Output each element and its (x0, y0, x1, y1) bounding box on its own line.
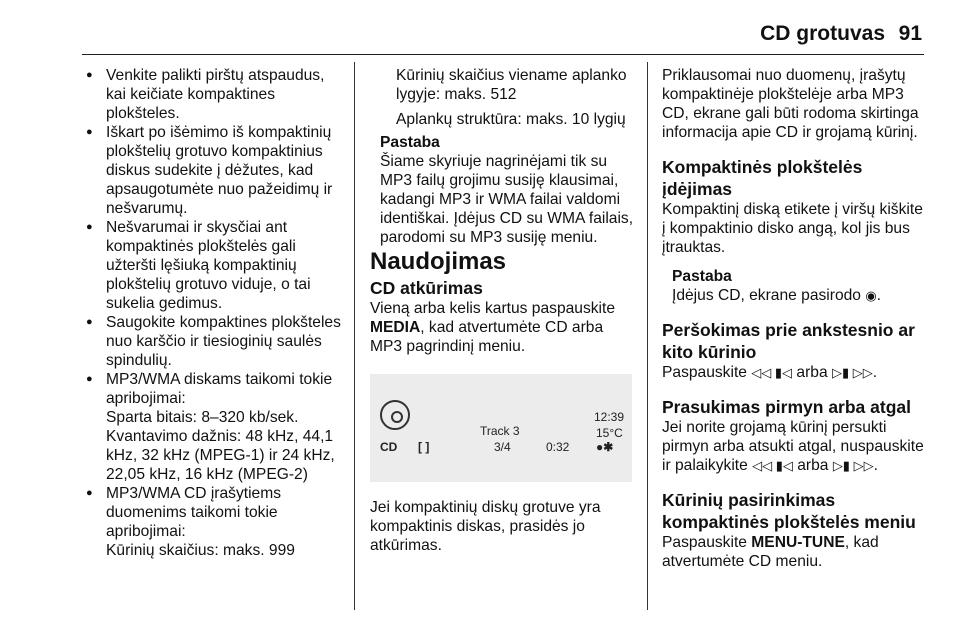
cd-icon: ◉ (865, 288, 877, 303)
paragraph: Jei norite grojamą kūrinį persukti pirmyn arba atsukti atgal, nuspauskite ir palaikykite ◁◁ ▮◁ arba ▷▮ ▷▷. (662, 419, 924, 474)
subsection-heading: Peršokimas prie ankstesnio ar kito kūrinio (662, 320, 915, 362)
column-3 (662, 66, 928, 571)
header-rule (82, 54, 924, 55)
prev-track-icon: ◁◁ ▮◁ (751, 365, 793, 380)
column-2 (370, 66, 636, 555)
section-heading: Naudojimas (370, 248, 507, 275)
display-elapsed: 0:32 (546, 440, 570, 454)
page-number: 91 (898, 22, 922, 45)
paragraph: Priklausomai nuo duomenų, įrašytų kompaktinėje plokštelėje arba MP3 CD, ekrane gali būti rodoma skirtinga informacija apie CD ir grojamą kūrinį. (662, 67, 919, 141)
paragraph: Kompaktinį diską etikete į viršų kiškite į kompaktinio disko angą, kol jis bus įtrauktas. (662, 201, 923, 256)
menu-tune-key: MENU-TUNE (751, 534, 845, 551)
subsection-heading: Kompaktinės plokštelės įdėjimas (662, 157, 863, 199)
list-item: ● Nešvarumai ir skysčiai ant kompaktinės plokštelės gali užteršti lęšiuką kompaktinių plokštelių grotuvo viduje, o tai sukelia gedimus. (80, 218, 344, 313)
cd-display-illustration (370, 374, 632, 482)
media-key: MEDIA (370, 319, 421, 336)
list-item: ● Iškart po išėmimo iš kompaktinių plokštelių grotuvo kompaktinius diskus sudekite į dėžutes, kad apsaugotumėte nuo pažeidimų ir nešvarumų. (80, 123, 344, 218)
display-temperature: 15°C (596, 426, 623, 440)
sub-item: Kūrinių skaičius viename aplanko lygyje: maks. 512 (396, 67, 627, 103)
sub-item: Kūrinių skaičius: maks. 999 (106, 542, 295, 559)
subsection-heading: CD atkūrimas (370, 278, 483, 298)
note-text: Šiame skyriuje nagrinėjami tik su MP3 failų grojimu susiję klausimai, kadangi MP3 ir WMA failai valdomi identiškai. Įdėjus CD su WMA failais, parodomi su MP3 susiję meniu. (380, 153, 634, 246)
page-title: CD grotuvas (760, 22, 885, 45)
display-track-count: 3/4 (494, 440, 511, 454)
next-track-icon: ▷▮ ▷▷ (832, 458, 874, 473)
cd-icon (380, 400, 410, 430)
subsection-heading: Kūrinių pasirinkimas kompaktinės plokštelės meniu (662, 490, 916, 532)
sub-item: Kvantavimo dažnis: 48 kHz, 44,1 kHz, 32 kHz (MPEG-1) ir 24 kHz, 22,05 kHz, 16 kHz (MPEG-2) (106, 428, 335, 483)
bluetooth-icon: ●✱ (596, 440, 614, 454)
sub-item: Sparta bitais: 8–320 kb/sek. (106, 409, 299, 426)
note-text: Įdėjus CD, ekrane pasirodo ◉. (672, 287, 881, 304)
column-1 (80, 66, 344, 560)
paragraph: Paspauskite MENU-TUNE, kad atvertumėte CD meniu. (662, 534, 879, 570)
subsection-heading: Prasukimas pirmyn arba atgal (662, 397, 911, 417)
note-title: Pastaba (380, 134, 440, 151)
column-divider (354, 62, 355, 610)
sub-item: Aplankų struktūra: maks. 10 lygių (396, 111, 626, 128)
display-source: CD (380, 440, 398, 454)
display-clock: 12:39 (594, 410, 625, 424)
list-item: ● MP3/WMA diskams taikomi tokie apribojimai: (80, 370, 344, 408)
paragraph: Paspauskite ◁◁ ▮◁ arba ▷▮ ▷▷. (662, 364, 878, 381)
column-divider (647, 62, 648, 610)
note-title: Pastaba (672, 268, 732, 285)
prev-track-icon: ◁◁ ▮◁ (752, 458, 793, 473)
paragraph: Vieną arba kelis kartus paspauskite MEDIA, kad atvertumėte CD arba MP3 pagrindinį meniu. (370, 300, 616, 355)
paragraph: Jei kompaktinių diskų grotuve yra kompaktinis diskas, prasidės jo atkūrimas. (370, 499, 601, 554)
list-item: ● MP3/WMA CD įrašytiems duomenims taikomi tokie apribojimai: (80, 484, 344, 541)
list-item: ● Venkite palikti pirštų atspaudus, kai keičiate kompaktines plokšteles. (80, 66, 344, 123)
list-item: ● Saugokite kompaktines plokšteles nuo karščio ir tiesioginių saulės spindulių. (80, 313, 344, 370)
display-track: Track 3 (480, 424, 520, 438)
next-track-icon: ▷▮ ▷▷ (831, 365, 873, 380)
page-header (0, 0, 960, 60)
display-brackets: [ ] (418, 440, 430, 454)
